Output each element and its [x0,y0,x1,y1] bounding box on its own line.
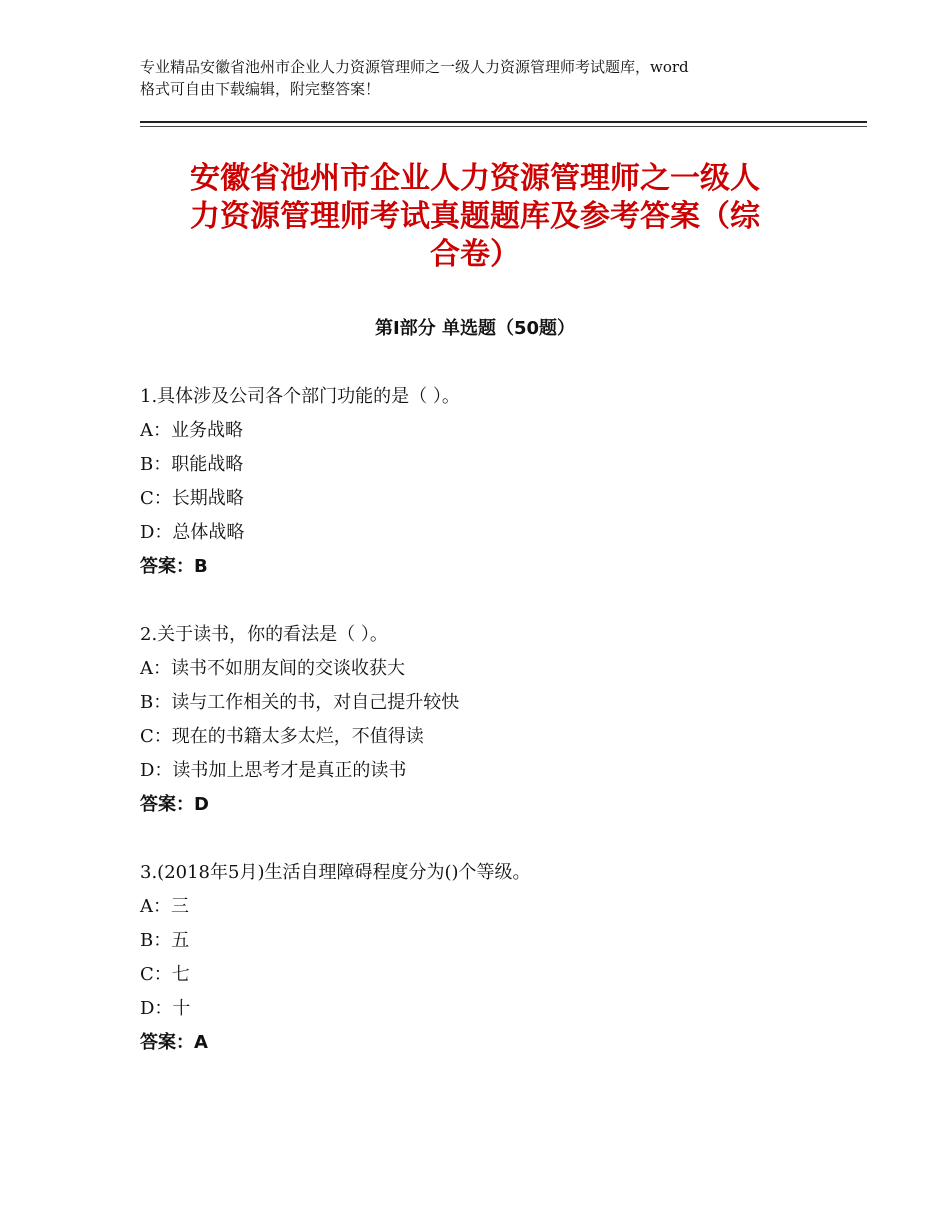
option-d: D：十 [140,998,191,1019]
question-1 [140,380,840,584]
document-title-line-2: 力资源管理师考试真题题库及参考答案（综 [190,199,760,234]
question-stem: 2.关于读书，你的看法是（ ）。 [140,624,388,645]
question-stem: 1.具体涉及公司各个部门功能的是（ ）。 [140,386,460,407]
option-c: C：现在的书籍太多太烂，不值得读 [140,726,424,747]
answer: 答案：A [140,1032,208,1053]
question-2 [140,618,840,822]
answer: 答案：D [140,794,209,815]
option-c: C：七 [140,964,190,985]
option-d: D：总体战略 [140,522,245,543]
section-title: 第Ⅰ部分 单选题（50题） [374,318,575,339]
option-a: A：三 [140,896,189,917]
option-d: D：读书加上思考才是真正的读书 [140,760,407,781]
document-title-line-3: 合卷） [430,237,520,272]
header-divider-thick [140,121,867,123]
question-stem: 3.(2018年5月)生活自理障碍程度分为()个等级。 [140,862,531,883]
option-a: A：业务战略 [140,420,243,441]
option-b: B：五 [140,930,190,951]
header-note [140,56,820,100]
question-3 [140,856,840,1060]
header-note-line-2: 格式可自由下载编辑，附完整答案！ [140,80,381,98]
document-title [140,160,810,274]
header-note-line-1: 专业精品安徽省池州市企业人力资源管理师之一级人力资源管理师考试题库，word [140,58,689,76]
option-b: B：职能战略 [140,454,244,475]
document-title-line-1: 安徽省池州市企业人力资源管理师之一级人 [190,161,760,196]
option-a: A：读书不如朋友间的交谈收获大 [140,658,405,679]
option-b: B：读与工作相关的书，对自己提升较快 [140,692,460,713]
answer: 答案：B [140,556,208,577]
header-divider-thin [140,126,867,127]
question-list [140,380,840,1094]
option-c: C：长期战略 [140,488,244,509]
